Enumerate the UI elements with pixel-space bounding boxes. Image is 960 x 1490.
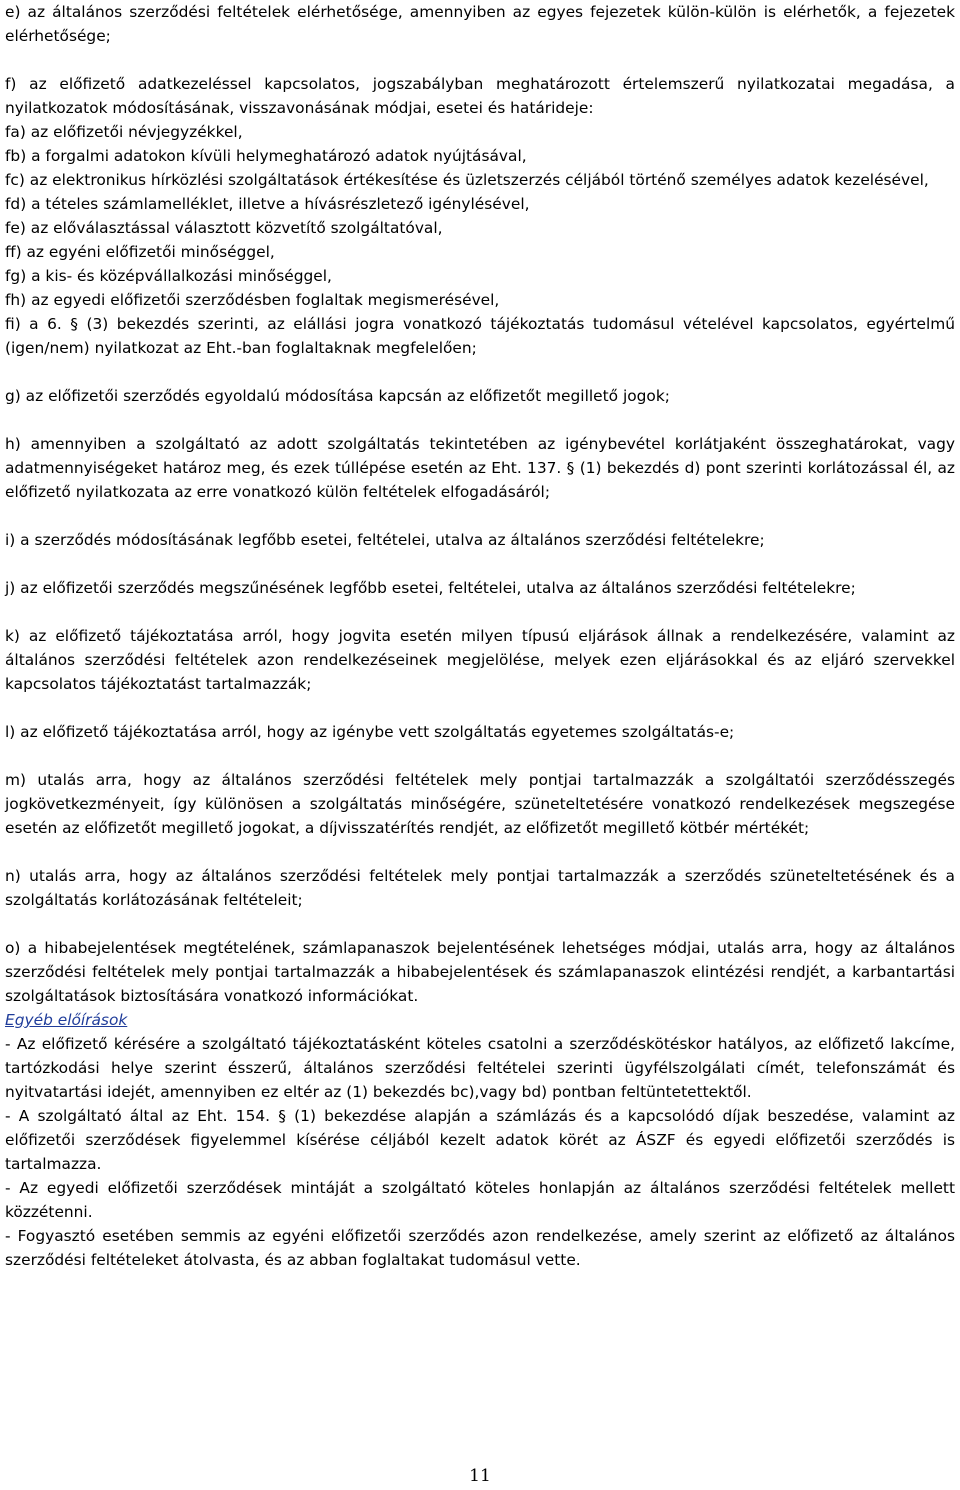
section-item: - Az egyedi előfizetői szerződések mintáját a szolgáltató köteles honlapján az általános szerződési feltételek mellett közzétenni. (5, 1179, 955, 1221)
item-fg: fg) a kis- és középvállalkozási minőséggel, (5, 267, 332, 285)
section-item: - A szolgáltató által az Eht. 154. § (1) bekezdése alapján a számlázás és a kapcsolódó díjak beszedése, valamint az előfizetői szerződések figyelemmel kísérése céljából kezelt adatok körét az ÁSZF és egyedi előfizetői szerződés is tartalmazza. (5, 1107, 955, 1173)
item-g: g) az előfizetői szerződés egyoldalú módosítása kapcsán az előfizetőt megillető jogok; (5, 387, 670, 405)
item-o: o) a hibabejelentések megtételének, számlapanaszok bejelentésének lehetséges módjai, utalás arra, hogy az általános szerződési feltételek mely pontjai tartalmazzák a hibabejelentések és számlapanaszok elintézési rendjét, a karbantartási szolgáltatások biztosítására vonatkozó információkat. (5, 939, 955, 1005)
item-fd: fd) a tételes számlamelléklet, illetve a hívásrészletező igénylésével, (5, 195, 530, 213)
section-item: - Fogyasztó esetében semmis az egyéni előfizetői szerződés azon rendelkezése, amely szerint az előfizető az általános szerződési feltételeket átolvasta, és az abban foglaltakat tudomásul vette. (5, 1227, 955, 1269)
item-k: k) az előfizető tájékoztatása arról, hogy jogvita esetén milyen típusú eljárások állnak a rendelkezésére, valamint az általános szerződési feltételek azon rendelkezéseinek megjelölése, melyek ezen eljárásokkal és az eljáró szervekkel kapcsolatos tájékoztatást tartalmazzák; (5, 627, 955, 693)
item-h: h) amennyiben a szolgáltató az adott szolgáltatás tekintetében az igénybevétel korlátjaként összeghatárokat, vagy adatmennyiségeket határoz meg, és ezek túllépése esetén az Eht. 137. § (1) bekezdés d) pont szerinti korlátozással él, az előfizető nyilatkozata az erre vonatkozó külön feltételek elfogadásáról; (5, 435, 955, 501)
item-fi: fi) a 6. § (3) bekezdés szerinti, az elállási jogra vonatkozó tájékoztatás tudomásul vételével kapcsolatos, egyértelmű (igen/nem) nyilatkozat az Eht.-ban foglaltaknak megfelelően; (5, 315, 955, 357)
item-fe: fe) az előválasztással választott közvetítő szolgáltatóval, (5, 219, 443, 237)
section-item: - Az előfizető kérésére a szolgáltató tájékoztatásként köteles csatolni a szerződéskötéskor hatályos, az előfizető lakcíme, tartózkodási helye szerint ésszerű, általános szerződési feltételei szerinti ügyfélszolgálati címét, telefonszámát és nyitvatartási idejét, amennyiben ez eltér az (1) bekezdés bc),vagy bd) pontban feltüntetettektől. (5, 1035, 955, 1101)
item-ff: ff) az egyéni előfizetői minőséggel, (5, 243, 275, 261)
item-m: m) utalás arra, hogy az általános szerződési feltételek mely pontjai tartalmazzák a szolgáltatói szerződésszegés jogkövetkezményeit, így különösen a szolgáltatás minőségére, szüneteltetésére vonatkozó rendelkezések megszegése esetén az előfizetőt megillető jogokat, a díjvisszatérítés rendjét, az előfizetőt megillető kötbér mértékét; (5, 771, 955, 837)
section-title: Egyéb előírások (5, 1011, 128, 1029)
item-fb: fb) a forgalmi adatokon kívüli helymeghatározó adatok nyújtásával, (5, 147, 527, 165)
item-fa: fa) az előfizetői névjegyzékkel, (5, 123, 243, 141)
document-page (5, 0, 955, 1272)
item-f: f) az előfizető adatkezeléssel kapcsolatos, jogszabályban meghatározott értelemszerű nyilatkozatai megadása, a nyilatkozatok módosításának, visszavonásának módjai, esetei és határideje: (5, 75, 955, 117)
item-fh: fh) az egyedi előfizetői szerződésben foglaltak megismerésével, (5, 291, 500, 309)
page-number: 11 (469, 1466, 491, 1486)
item-j: j) az előfizetői szerződés megszűnésének legfőbb esetei, feltételei, utalva az általános szerződési feltételekre; (5, 579, 856, 597)
item-i: i) a szerződés módosításának legfőbb esetei, feltételei, utalva az általános szerződési feltételekre; (5, 531, 765, 549)
item-n: n) utalás arra, hogy az általános szerződési feltételek mely pontjai tartalmazzák a szerződés szüneteltetésének és a szolgáltatás korlátozásának feltételeit; (5, 867, 955, 909)
item-fc: fc) az elektronikus hírközlési szolgáltatások értékesítése és üzletszerzés céljából történő személyes adatok kezelésével, (5, 171, 929, 189)
item-l: l) az előfizető tájékoztatása arról, hogy az igénybe vett szolgáltatás egyetemes szolgáltatás-e; (5, 723, 735, 741)
item-e: e) az általános szerződési feltételek elérhetősége, amennyiben az egyes fejezetek külön-külön is elérhetők, a fejezetek elérhetősége; (5, 3, 955, 45)
